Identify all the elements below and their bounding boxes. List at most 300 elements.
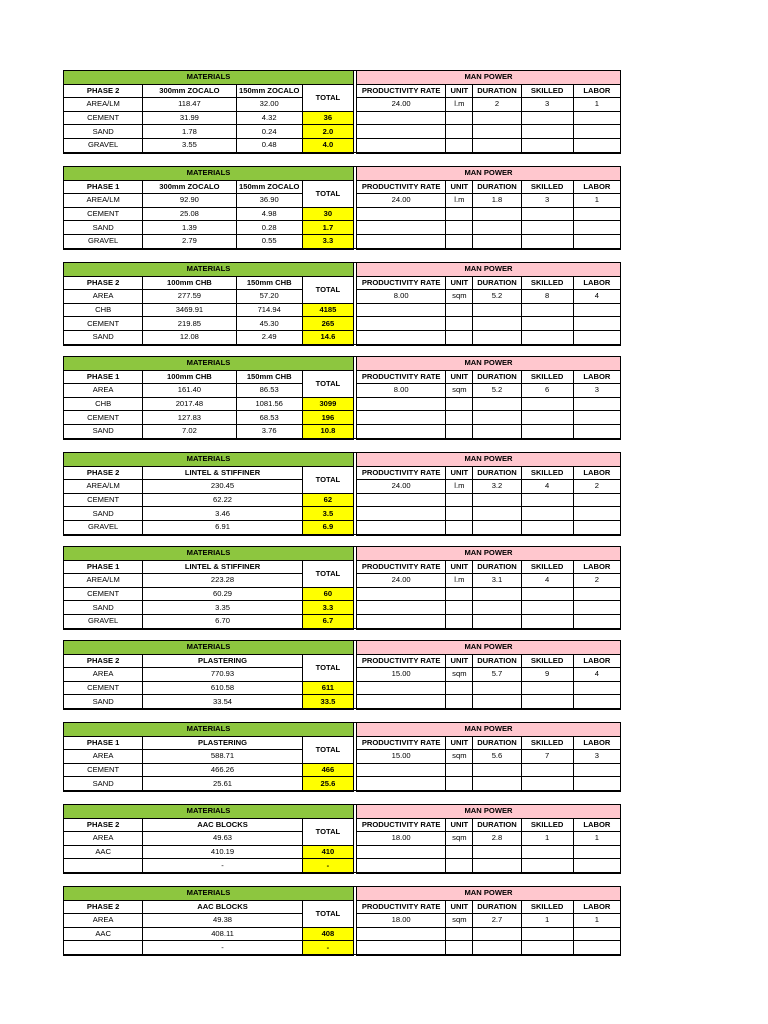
empty-cell bbox=[446, 493, 473, 507]
empty-cell bbox=[573, 859, 620, 873]
empty-cell bbox=[521, 207, 573, 221]
estimate-block bbox=[63, 166, 621, 250]
empty-cell bbox=[473, 111, 521, 125]
material-value: 3469.91 bbox=[143, 303, 236, 317]
unit-header: UNIT bbox=[446, 466, 473, 480]
materials-header: MATERIALS bbox=[64, 723, 354, 737]
material-value: 770.93 bbox=[143, 668, 303, 682]
empty-cell bbox=[573, 207, 620, 221]
item-label: GRAVEL bbox=[64, 234, 143, 248]
total-header: TOTAL bbox=[302, 370, 353, 397]
materials-header: MATERIALS bbox=[64, 805, 354, 819]
productivity-rate-value: 18.00 bbox=[357, 914, 446, 928]
duration-value: 2.7 bbox=[473, 914, 521, 928]
total-header: TOTAL bbox=[302, 466, 353, 493]
empty-cell bbox=[473, 507, 521, 521]
empty-cell bbox=[357, 424, 446, 438]
labor-value: 4 bbox=[573, 290, 620, 304]
phase-label: PHASE 1 bbox=[64, 736, 143, 750]
material-value: 223.28 bbox=[143, 574, 303, 588]
item-label: AREA/LM bbox=[64, 98, 143, 112]
empty-cell bbox=[357, 111, 446, 125]
empty-cell bbox=[573, 424, 620, 438]
materials-header: MATERIALS bbox=[64, 167, 354, 181]
material-value: 4.98 bbox=[236, 207, 302, 221]
empty-cell bbox=[357, 411, 446, 425]
labor-header: LABOR bbox=[573, 276, 620, 290]
empty-cell bbox=[521, 138, 573, 152]
empty-cell bbox=[573, 845, 620, 859]
estimate-block bbox=[63, 804, 621, 874]
duration-header: DURATION bbox=[473, 900, 521, 914]
labor-header: LABOR bbox=[573, 180, 620, 194]
material-col-header: PLASTERING bbox=[143, 654, 303, 668]
material-value: 49.38 bbox=[143, 914, 303, 928]
item-label: SAND bbox=[64, 125, 143, 139]
man-power-header: MAN POWER bbox=[357, 723, 621, 737]
skilled-value: 9 bbox=[521, 668, 573, 682]
empty-cell bbox=[473, 695, 521, 709]
labor-header: LABOR bbox=[573, 818, 620, 832]
table-row bbox=[64, 138, 621, 152]
skilled-header: SKILLED bbox=[521, 736, 573, 750]
productivity-rate-header: PRODUCTIVITY RATE bbox=[357, 736, 446, 750]
empty-cell bbox=[357, 317, 446, 331]
material-col-header: 100mm CHB bbox=[143, 276, 236, 290]
material-col-header: 150mm CHB bbox=[236, 276, 302, 290]
unit-value: sqm bbox=[446, 914, 473, 928]
unit-header: UNIT bbox=[446, 560, 473, 574]
total-header: TOTAL bbox=[302, 654, 353, 681]
total-value: 466 bbox=[302, 763, 353, 777]
total-value: 6.7 bbox=[302, 614, 353, 628]
table-row bbox=[64, 587, 621, 601]
material-value: 36.90 bbox=[236, 194, 302, 208]
table-row bbox=[64, 614, 621, 628]
empty-cell bbox=[357, 695, 446, 709]
empty-cell bbox=[521, 614, 573, 628]
material-value: 45.30 bbox=[236, 317, 302, 331]
empty-cell bbox=[357, 234, 446, 248]
skilled-value: 3 bbox=[521, 98, 573, 112]
item-label: AAC bbox=[64, 845, 143, 859]
duration-header: DURATION bbox=[473, 276, 521, 290]
empty-cell bbox=[573, 221, 620, 235]
estimate-table bbox=[63, 262, 621, 346]
phase-label: PHASE 2 bbox=[64, 654, 143, 668]
unit-value: sqm bbox=[446, 750, 473, 764]
productivity-rate-header: PRODUCTIVITY RATE bbox=[357, 560, 446, 574]
empty-cell bbox=[573, 303, 620, 317]
material-col-header: 300mm ZOCALO bbox=[143, 180, 236, 194]
empty-cell bbox=[446, 601, 473, 615]
table-row bbox=[64, 927, 621, 941]
duration-header: DURATION bbox=[473, 466, 521, 480]
total-value: 265 bbox=[302, 317, 353, 331]
labor-value: 1 bbox=[573, 914, 620, 928]
material-value: 127.83 bbox=[143, 411, 236, 425]
table-row bbox=[64, 601, 621, 615]
unit-header: UNIT bbox=[446, 84, 473, 98]
estimate-block bbox=[63, 452, 621, 536]
item-label: CHB bbox=[64, 303, 143, 317]
material-col-header: LINTEL & STIFFINER bbox=[143, 466, 303, 480]
material-value: 3.76 bbox=[236, 424, 302, 438]
empty-cell bbox=[521, 681, 573, 695]
empty-cell bbox=[446, 777, 473, 791]
materials-header: MATERIALS bbox=[64, 453, 354, 467]
material-value: 7.02 bbox=[143, 424, 236, 438]
unit-header: UNIT bbox=[446, 736, 473, 750]
total-value: - bbox=[302, 859, 353, 873]
material-value: 466.26 bbox=[143, 763, 303, 777]
material-value: 68.53 bbox=[236, 411, 302, 425]
skilled-value: 6 bbox=[521, 384, 573, 398]
total-value: 25.6 bbox=[302, 777, 353, 791]
material-value: 277.59 bbox=[143, 290, 236, 304]
table-row bbox=[64, 941, 621, 955]
material-value: 62.22 bbox=[143, 493, 303, 507]
man-power-header: MAN POWER bbox=[357, 547, 621, 561]
duration-header: DURATION bbox=[473, 84, 521, 98]
materials-header: MATERIALS bbox=[64, 887, 354, 901]
empty-cell bbox=[473, 587, 521, 601]
empty-cell bbox=[473, 138, 521, 152]
phase-label: PHASE 2 bbox=[64, 466, 143, 480]
estimate-table bbox=[63, 70, 621, 154]
labor-header: LABOR bbox=[573, 900, 620, 914]
total-header: TOTAL bbox=[302, 84, 353, 111]
productivity-rate-value: 24.00 bbox=[357, 574, 446, 588]
estimate-table bbox=[63, 452, 621, 536]
empty-cell bbox=[357, 845, 446, 859]
phase-label: PHASE 2 bbox=[64, 276, 143, 290]
empty-cell bbox=[473, 221, 521, 235]
productivity-rate-value: 15.00 bbox=[357, 750, 446, 764]
material-value: 33.54 bbox=[143, 695, 303, 709]
duration-header: DURATION bbox=[473, 560, 521, 574]
productivity-rate-header: PRODUCTIVITY RATE bbox=[357, 900, 446, 914]
skilled-header: SKILLED bbox=[521, 900, 573, 914]
empty-cell bbox=[521, 221, 573, 235]
man-power-header: MAN POWER bbox=[357, 357, 621, 371]
table-row bbox=[64, 681, 621, 695]
total-value: 36 bbox=[302, 111, 353, 125]
empty-cell bbox=[521, 125, 573, 139]
unit-value: l.m bbox=[446, 98, 473, 112]
total-header: TOTAL bbox=[302, 900, 353, 927]
man-power-header: MAN POWER bbox=[357, 453, 621, 467]
material-value: 60.29 bbox=[143, 587, 303, 601]
labor-header: LABOR bbox=[573, 466, 620, 480]
phase-label: PHASE 1 bbox=[64, 560, 143, 574]
empty-cell bbox=[357, 520, 446, 534]
material-col-header: PLASTERING bbox=[143, 736, 303, 750]
material-value: - bbox=[143, 941, 303, 955]
empty-cell bbox=[357, 125, 446, 139]
empty-cell bbox=[446, 330, 473, 344]
total-value: 408 bbox=[302, 927, 353, 941]
productivity-rate-header: PRODUCTIVITY RATE bbox=[357, 84, 446, 98]
empty-cell bbox=[473, 845, 521, 859]
empty-cell bbox=[446, 138, 473, 152]
item-label: SAND bbox=[64, 221, 143, 235]
empty-cell bbox=[446, 397, 473, 411]
item-label: CEMENT bbox=[64, 587, 143, 601]
material-value: 1.39 bbox=[143, 221, 236, 235]
skilled-header: SKILLED bbox=[521, 560, 573, 574]
table-row bbox=[64, 520, 621, 534]
estimate-table bbox=[63, 546, 621, 630]
empty-cell bbox=[573, 695, 620, 709]
total-value: 611 bbox=[302, 681, 353, 695]
item-label: GRAVEL bbox=[64, 138, 143, 152]
item-label: CEMENT bbox=[64, 111, 143, 125]
estimate-table bbox=[63, 804, 621, 874]
table-row bbox=[64, 695, 621, 709]
item-label: SAND bbox=[64, 424, 143, 438]
empty-cell bbox=[446, 221, 473, 235]
item-label: CEMENT bbox=[64, 681, 143, 695]
empty-cell bbox=[446, 614, 473, 628]
empty-cell bbox=[473, 601, 521, 615]
productivity-rate-header: PRODUCTIVITY RATE bbox=[357, 180, 446, 194]
empty-cell bbox=[446, 125, 473, 139]
empty-cell bbox=[473, 927, 521, 941]
empty-cell bbox=[446, 520, 473, 534]
skilled-value: 1 bbox=[521, 914, 573, 928]
item-label: GRAVEL bbox=[64, 520, 143, 534]
total-value: 62 bbox=[302, 493, 353, 507]
empty-cell bbox=[473, 411, 521, 425]
table-row bbox=[64, 221, 621, 235]
item-label: CEMENT bbox=[64, 763, 143, 777]
empty-cell bbox=[446, 587, 473, 601]
skilled-header: SKILLED bbox=[521, 180, 573, 194]
table-row bbox=[64, 424, 621, 438]
table-row bbox=[64, 317, 621, 331]
labor-value: 2 bbox=[573, 574, 620, 588]
duration-value: 5.6 bbox=[473, 750, 521, 764]
material-value: 3.35 bbox=[143, 601, 303, 615]
estimate-block bbox=[63, 546, 621, 630]
estimate-block bbox=[63, 640, 621, 710]
empty-cell bbox=[573, 397, 620, 411]
estimate-table bbox=[63, 166, 621, 250]
item-label: SAND bbox=[64, 601, 143, 615]
material-value: 0.28 bbox=[236, 221, 302, 235]
material-value: 230.45 bbox=[143, 480, 303, 494]
phase-label: PHASE 2 bbox=[64, 900, 143, 914]
material-value: 4.32 bbox=[236, 111, 302, 125]
empty-cell bbox=[446, 207, 473, 221]
total-header: TOTAL bbox=[302, 180, 353, 207]
empty-cell bbox=[573, 234, 620, 248]
empty-cell bbox=[573, 411, 620, 425]
material-value: - bbox=[143, 859, 303, 873]
total-header: TOTAL bbox=[302, 736, 353, 763]
productivity-rate-header: PRODUCTIVITY RATE bbox=[357, 276, 446, 290]
unit-value: sqm bbox=[446, 290, 473, 304]
total-value: 10.8 bbox=[302, 424, 353, 438]
empty-cell bbox=[446, 234, 473, 248]
total-value: - bbox=[302, 941, 353, 955]
material-col-header: AAC BLOCKS bbox=[143, 818, 303, 832]
empty-cell bbox=[446, 507, 473, 521]
item-label: SAND bbox=[64, 507, 143, 521]
man-power-header: MAN POWER bbox=[357, 641, 621, 655]
empty-cell bbox=[573, 614, 620, 628]
empty-cell bbox=[473, 317, 521, 331]
productivity-rate-value: 15.00 bbox=[357, 668, 446, 682]
total-value: 3.5 bbox=[302, 507, 353, 521]
estimate-block bbox=[63, 722, 621, 792]
table-row bbox=[64, 125, 621, 139]
total-value: 3099 bbox=[302, 397, 353, 411]
item-label: AAC bbox=[64, 927, 143, 941]
material-value: 410.19 bbox=[143, 845, 303, 859]
empty-cell bbox=[446, 859, 473, 873]
table-row bbox=[64, 845, 621, 859]
unit-header: UNIT bbox=[446, 900, 473, 914]
table-row bbox=[64, 234, 621, 248]
empty-cell bbox=[521, 330, 573, 344]
empty-cell bbox=[521, 601, 573, 615]
total-value: 410 bbox=[302, 845, 353, 859]
empty-cell bbox=[521, 493, 573, 507]
total-header: TOTAL bbox=[302, 560, 353, 587]
empty-cell bbox=[573, 111, 620, 125]
duration-value: 5.2 bbox=[473, 384, 521, 398]
phase-label: PHASE 2 bbox=[64, 84, 143, 98]
man-power-header: MAN POWER bbox=[357, 887, 621, 901]
labor-value: 1 bbox=[573, 194, 620, 208]
empty-cell bbox=[521, 303, 573, 317]
table-row bbox=[64, 207, 621, 221]
man-power-header: MAN POWER bbox=[357, 805, 621, 819]
empty-cell bbox=[573, 777, 620, 791]
empty-cell bbox=[521, 927, 573, 941]
material-col-header: 150mm ZOCALO bbox=[236, 180, 302, 194]
empty-cell bbox=[357, 777, 446, 791]
table-row bbox=[64, 507, 621, 521]
empty-cell bbox=[446, 845, 473, 859]
duration-value: 5.2 bbox=[473, 290, 521, 304]
table-row bbox=[64, 493, 621, 507]
item-label: AREA bbox=[64, 290, 143, 304]
empty-cell bbox=[573, 317, 620, 331]
material-value: 12.08 bbox=[143, 330, 236, 344]
material-value: 6.91 bbox=[143, 520, 303, 534]
material-value: 49.63 bbox=[143, 832, 303, 846]
material-value: 408.11 bbox=[143, 927, 303, 941]
skilled-header: SKILLED bbox=[521, 654, 573, 668]
unit-value: l.m bbox=[446, 480, 473, 494]
item-label: AREA/LM bbox=[64, 194, 143, 208]
empty-cell bbox=[573, 941, 620, 955]
duration-value: 1.8 bbox=[473, 194, 521, 208]
material-value: 1.78 bbox=[143, 125, 236, 139]
empty-cell bbox=[573, 507, 620, 521]
empty-cell bbox=[473, 763, 521, 777]
item-label: AREA bbox=[64, 668, 143, 682]
skilled-header: SKILLED bbox=[521, 466, 573, 480]
total-value: 3.3 bbox=[302, 234, 353, 248]
empty-cell bbox=[357, 330, 446, 344]
unit-value: sqm bbox=[446, 832, 473, 846]
empty-cell bbox=[573, 520, 620, 534]
productivity-rate-value: 8.00 bbox=[357, 384, 446, 398]
material-col-header: 300mm ZOCALO bbox=[143, 84, 236, 98]
materials-header: MATERIALS bbox=[64, 71, 354, 85]
material-value: 714.94 bbox=[236, 303, 302, 317]
skilled-value: 4 bbox=[521, 574, 573, 588]
item-label: AREA bbox=[64, 750, 143, 764]
total-header: TOTAL bbox=[302, 818, 353, 845]
item-label: SAND bbox=[64, 777, 143, 791]
total-value: 196 bbox=[302, 411, 353, 425]
table-row bbox=[64, 303, 621, 317]
empty-cell bbox=[521, 111, 573, 125]
empty-cell bbox=[521, 234, 573, 248]
empty-cell bbox=[521, 317, 573, 331]
unit-value: sqm bbox=[446, 668, 473, 682]
duration-value: 3.2 bbox=[473, 480, 521, 494]
skilled-value: 8 bbox=[521, 290, 573, 304]
productivity-rate-value: 24.00 bbox=[357, 98, 446, 112]
estimate-block bbox=[63, 262, 621, 346]
unit-header: UNIT bbox=[446, 276, 473, 290]
labor-value: 4 bbox=[573, 668, 620, 682]
duration-header: DURATION bbox=[473, 370, 521, 384]
empty-cell bbox=[357, 493, 446, 507]
table-row bbox=[64, 111, 621, 125]
material-value: 2.49 bbox=[236, 330, 302, 344]
empty-cell bbox=[357, 207, 446, 221]
empty-cell bbox=[357, 763, 446, 777]
total-value: 3.3 bbox=[302, 601, 353, 615]
material-value: 0.55 bbox=[236, 234, 302, 248]
empty-cell bbox=[473, 397, 521, 411]
skilled-header: SKILLED bbox=[521, 276, 573, 290]
empty-cell bbox=[573, 763, 620, 777]
empty-cell bbox=[357, 681, 446, 695]
total-value: 33.5 bbox=[302, 695, 353, 709]
materials-header: MATERIALS bbox=[64, 547, 354, 561]
empty-cell bbox=[573, 681, 620, 695]
table-row bbox=[64, 859, 621, 873]
empty-cell bbox=[357, 614, 446, 628]
item-label: CEMENT bbox=[64, 493, 143, 507]
empty-cell bbox=[446, 411, 473, 425]
empty-cell bbox=[573, 587, 620, 601]
estimate-table bbox=[63, 886, 621, 956]
material-value: 161.40 bbox=[143, 384, 236, 398]
empty-cell bbox=[357, 397, 446, 411]
total-value: 60 bbox=[302, 587, 353, 601]
empty-cell bbox=[446, 303, 473, 317]
empty-cell bbox=[357, 601, 446, 615]
total-value: 4185 bbox=[302, 303, 353, 317]
empty-cell bbox=[446, 424, 473, 438]
unit-header: UNIT bbox=[446, 370, 473, 384]
labor-value: 1 bbox=[573, 98, 620, 112]
skilled-value: 7 bbox=[521, 750, 573, 764]
empty-cell bbox=[357, 303, 446, 317]
empty-cell bbox=[521, 695, 573, 709]
item-label: GRAVEL bbox=[64, 614, 143, 628]
unit-value: l.m bbox=[446, 194, 473, 208]
